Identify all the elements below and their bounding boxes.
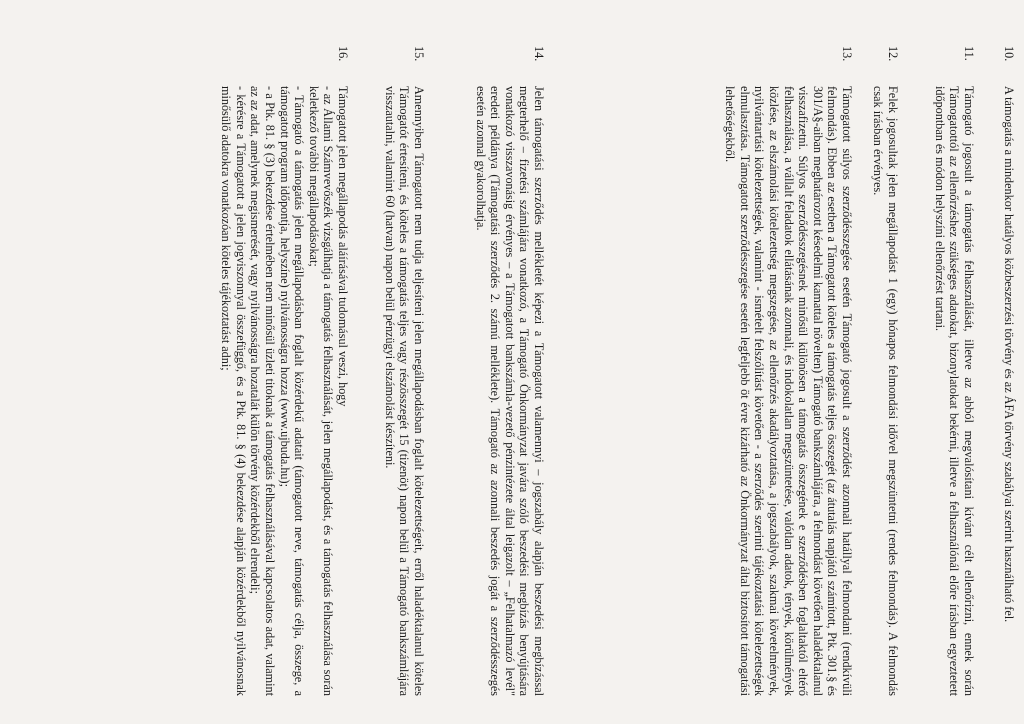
paragraph-text: Felek jogosultak jelen megállapodást 1 (egy) hónapos felmondási idővel megszüntetni (rendes felmondás). A felmondás csak írásban érvényes. <box>871 86 900 696</box>
list-item: - a Ptk. 81. § (3) bekezdése értelmében nem minősül üzleti titoknak a támogatás felhasználásával kapcsolatos adat, valamint az az adat, amelynek megismerését, vagy nyilvánosságra hozatalát külön törvény közérdekből elrendeli; <box>248 86 278 696</box>
paragraph-number: 13. <box>840 46 854 62</box>
paragraph-number: 15. <box>412 46 426 62</box>
paragraph-16 <box>219 46 350 696</box>
paragraph-text: Támogatott súlyos szerződésszegése esetén Támogató jogosult a szerződést azonnali hatállyal felmondani (rendkívüli felmondás). Ebben az esetben a Támogatott köteles a támogatás teljes összegét (az átutalás napjától számított, Ptk. 301.§ és 301/A§-aiban meghatározott késedelmi kamattal növelten) Támogató bankszámlájára, a felmondást követően haladéktalanul visszafizetni. Súlyos szerződésszegésnek minősül különösen a támogatás összegének e szerződésben foglaltaktól eltérő felhasználása, a vállalt feladatok ellátásának azonnali, és indokolatlan megszüntetése, valótlan adatok, tények, körülmények közlése, az elszámolási kötelezettség megszegése, az ellenőrzés akadályoztatása, a jogszabályok, szakmai követelmények, nyilvántartási kötelezettségek, valamint - ismételt felszólítást követően - a szerződés szerinti tájékoztatási kötelezettségek elmulasztása. Támogatott szerződésszegése esetén legfeljebb öt évre kizárható az Önkormányzat által biztosított támogatási lehetőségekből. <box>723 86 854 696</box>
paragraph-12 <box>871 46 900 696</box>
paragraph-text: Támogató jogosult a támogatás felhasználását, illetve az abból megvalósítani kívánt célt ellenőrizni, ennek során Támogatottól az ellenőrzéshez szükséges adatokat, bizonylatokat bekérni, illetve a felhasználónál előre írásban egyeztetett időpontban és módon helyszíni ellenőrzést tartani. <box>932 86 976 696</box>
paragraph-14 <box>473 46 546 696</box>
paragraph-15 <box>382 46 426 696</box>
paragraph-number: 11. <box>962 46 976 61</box>
paragraph-text: Támogatott jelen megállapodás aláírásával tudomásul veszi, hogy <box>336 86 350 407</box>
paragraph-11 <box>932 46 976 696</box>
list-item: - Támogató a támogatás jelen megállapodásban foglalt közérdekű adatait (támogatott neve, támogatás célja, összege, a támogatott program időpontja, helyszíne) nyilvánosságra hozza (www.ujbuda.hu); <box>277 86 307 696</box>
paragraph-number: 10. <box>1002 46 1016 62</box>
paragraph-text: A támogatás a mindenkor hatályos közbeszerzési törvény és az ÁFA törvény szabályai szerint használható fel. <box>1002 86 1016 623</box>
paragraph-text: Jelen támogatási szerződés mellékletét képezi a Támogatott valamennyi – jogszabály alapján beszedési megbízással megterhelő – fizetési számlájára vonatkozó, a Támogató Önkormányzat javára szóló beszedési megbízás benyújtására vonatkozó visszavonásig érvényes – a Támogatott bankszámla-vezető pénzintézete által leigazolt – „Felhatalmazó levél" eredeti példánya (Támogatási szerződés 2. számú melléklete). Támogató az azonnali beszedés jogát a szerződésszegés esetén azonnal gyakorolhatja. <box>473 86 546 696</box>
paragraph-10 <box>1001 46 1016 696</box>
paragraph-number: 12. <box>886 46 900 62</box>
paragraph-number: 16. <box>336 46 350 62</box>
paragraph-text: Amennyiben Támogatott nem tudja teljesíteni jelen megállapodásban foglalt kötelezettségeit, erről haladéktalanul köteles Támogatót értesíteni, és köteles a támogatás teljes vagy részösszegét 15 (tizenöt) napon belül a Támogató bankszámlájára visszautalni, valamint 60 (hatvan) napon belül pénzügyi elszámolást készíteni. <box>382 86 426 696</box>
paragraph-number: 14. <box>532 46 546 62</box>
paragraph-13 <box>723 46 854 696</box>
list-item: - az Állami Számvevőszék vizsgálhatja a támogatás felhasználását, jelen megállapodást, és a támogatás felhasználása során keletkező további megállapodásokat; <box>306 86 336 696</box>
list-item: - kérésre a Támogatott a jelen jogviszonnyal összefüggő, és a Ptk. 81. § (4) bekezdése alapján közérdekből nyilvánosnak minősülő adatokra vonatkozóan köteles tájékoztatást adni; <box>219 86 248 696</box>
